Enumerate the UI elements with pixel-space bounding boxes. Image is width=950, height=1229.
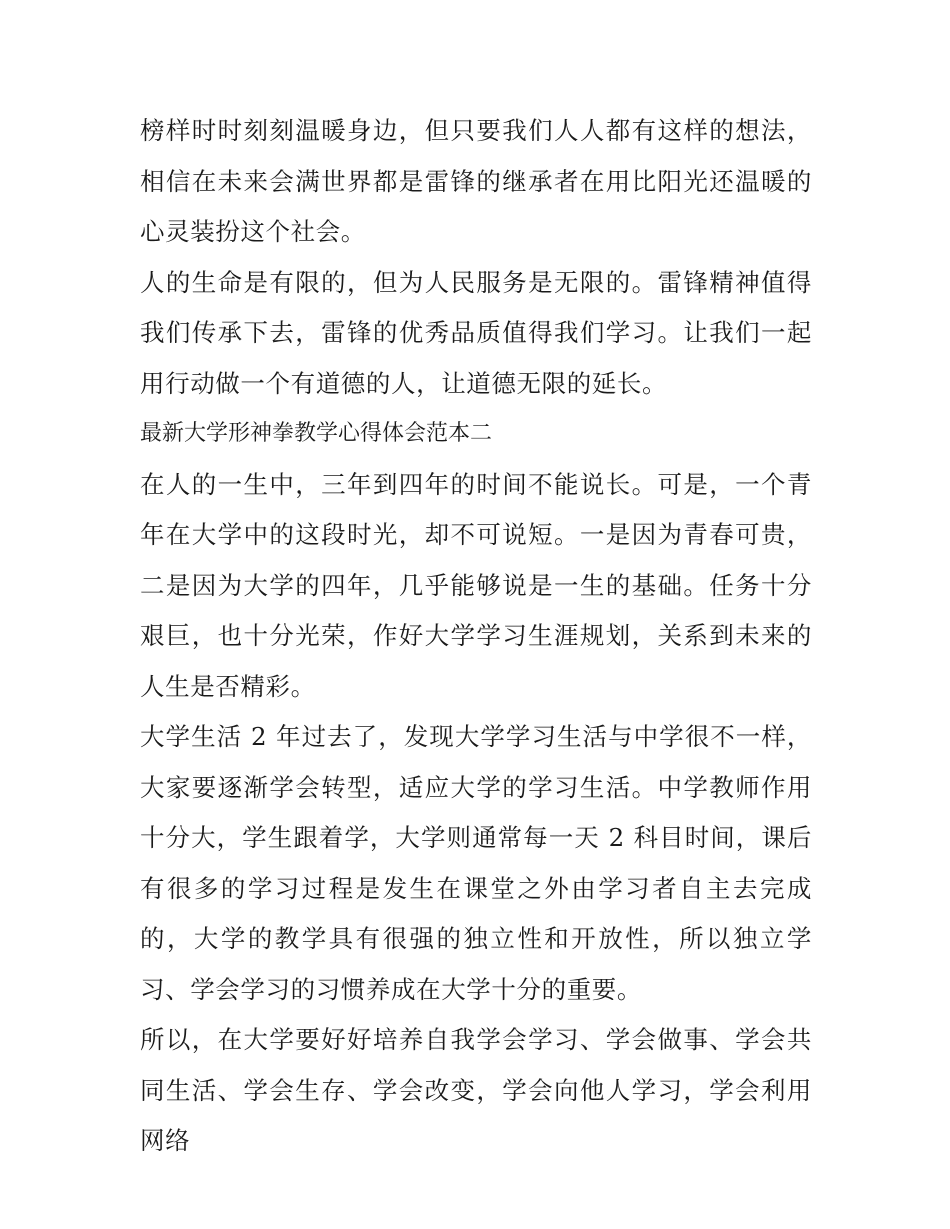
paragraph-serve-people: 人的生命是有限的，但为人民服务是无限的。雷锋精神值得我们传承下去，雷锋的优秀品质值得我们学习。让我们一起用行动做一个有道德的人，让道德无限的延长。 bbox=[140, 267, 812, 398]
section-heading: 最新大学形神拳教学心得体会范本二 bbox=[140, 421, 493, 446]
document-body bbox=[140, 106, 812, 1167]
paragraph-role-model: 榜样时时刻刻温暖身边，但只要我们人人都有这样的想法，相信在未来会满世界都是雷锋的继承者在用比阳光还温暖的心灵装扮这个社会。 bbox=[140, 116, 812, 246]
paragraph-university-life: 大学生活 2 年过去了，发现大学学习生活与中学很不一样，大家要逐渐学会转型，适应大学的学习生活。中学教师作用十分大，学生跟着学，大学则通常每一天 2 科目时间，课后有很多的学习过程是发生在课堂之外由学习者自主去完成的，大学的教学具有很强的独立性和开放性，所以独立学习、学会学习的习惯养成在大学十分的重要。 bbox=[140, 722, 812, 1004]
paragraph-learn-skills: 所以，在大学要好好培养自我学会学习、学会做事、学会共同生活、学会生存、学会改变，学会向他人学习，学会利用网络 bbox=[140, 1025, 812, 1155]
paragraph-university-years: 在人的一生中，三年到四年的时间不能说长。可是，一个青年在大学中的这段时光，却不可说短。一是因为青春可贵，二是因为大学的四年，几乎能够说是一生的基础。任务十分艰巨，也十分光荣，作好大学学习生涯规划，关系到未来的人生是否精彩。 bbox=[140, 469, 812, 701]
